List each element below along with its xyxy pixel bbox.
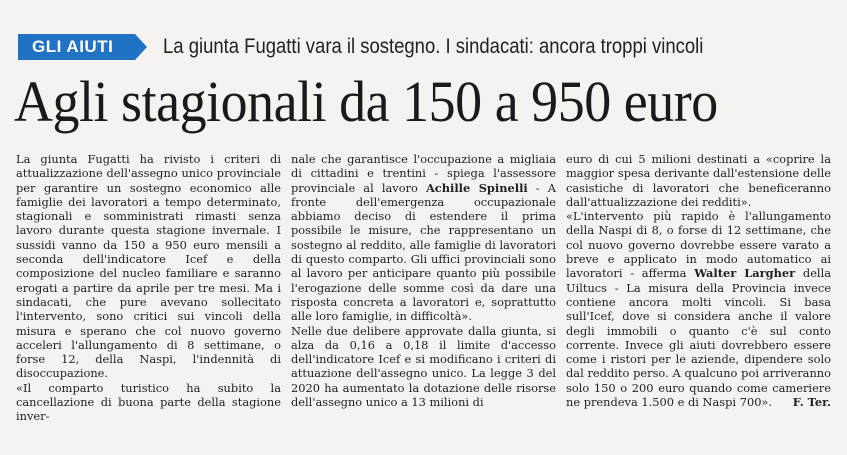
paragraph: euro di cui 5 milioni destinati a «coprire la maggior spesa derivante dall'estensione delle casistiche di lavoratori che beneficeranno dall'attualizzazione dei redditi».	[566, 152, 831, 209]
column-1	[16, 152, 281, 424]
paragraph	[566, 209, 831, 409]
person-name: Walter Largher	[694, 266, 796, 281]
paragraph: La giunta Fugatti ha rivisto i criteri di attualizzazione dell'assegno unico provinciale per garantire un sostegno economico alle famiglie dei lavoratori a tempo determinato, stagionali e somministrati rimasti senza lavoro durante questa stagione invernale. I sussidi vanno da 150 a 950 euro mensili a seconda dell'indicatore Icef e della composizione del nucleo familiare e saranno erogati a partire da aprile per tre mesi. Ma i sindacati, che pure avevano sollecitato l'intervento, sono critici sui vincoli della misura e sperano che col nuovo governo acceleri l'allungamento di 8 settimane, o forse 12, della Naspi, l'indennità di disoccupazione.	[16, 152, 281, 381]
author-signature: F. Ter.	[792, 395, 831, 410]
section-tag: GLI AIUTI	[18, 34, 135, 60]
text-run: della Uiltucs - La misura della Provincia invece contiene ancora molti vincoli. Si basa sull'Icef, dove si considera anche il valore degli immobili o quanto c'è sul conto corrente. Invece gli aiuti dovrebbero essere come i ristori per le aziende, dipendere solo dal reddito perso. A qualcuno poi arriveranno solo 150 o 200 euro quando come cameriere ne prendeva 1.500 e di Naspi 700».	[566, 266, 832, 410]
text-run: - A fronte dell'emergenza occupazionale abbiamo deciso di estendere il prima possibile le misure, che rappresentano un sostegno al reddito, alle famiglie di lavoratori di questo comparto. Gli uffici provinciali sono al lavoro per anticipare quanto più possibile l'erogazione delle somme così da dare una risposta concreta a lavoratori e, soprattutto alle loro famiglie, in difficoltà».	[291, 180, 556, 324]
column-2	[291, 152, 556, 412]
person-name: Achille Spinelli	[425, 180, 528, 195]
paragraph: «Il comparto turistico ha subito la cancellazione di buona parte della stagione inver-	[16, 380, 281, 424]
column-3	[566, 152, 831, 412]
kicker-bar	[18, 32, 838, 62]
text-run: «L'intervento più rapido è l'allungamento della Naspi di 8, o forse di 12 settimane, che col nuovo governo dovrebbe essere varato a breve e applicato in modo automatico ai lavoratori - afferma	[566, 209, 831, 281]
paragraph	[291, 152, 556, 324]
text-run: nale che garantisce l'occupazione a migliaia di cittadini e trentini - spiega l'assessore provinciale al lavoro	[291, 152, 556, 195]
article-body	[16, 152, 832, 424]
headline: Agli stagionali da 150 a 950 euro	[14, 69, 718, 134]
kicker-text: La giunta Fugatti vara il sostegno. I sindacati: ancora troppi vincoli	[163, 35, 704, 58]
paragraph: Nelle due delibere approvate dalla giunta, si alza da 0,16 a 0,18 il limite d'accesso dell'indicatore Icef e si modificano i criteri di attuazione dell'assegno unico. La legge 3 del 2020 ha aumentato la dotazione delle risorse dell'assegno unico a 13 milioni di	[291, 323, 556, 410]
